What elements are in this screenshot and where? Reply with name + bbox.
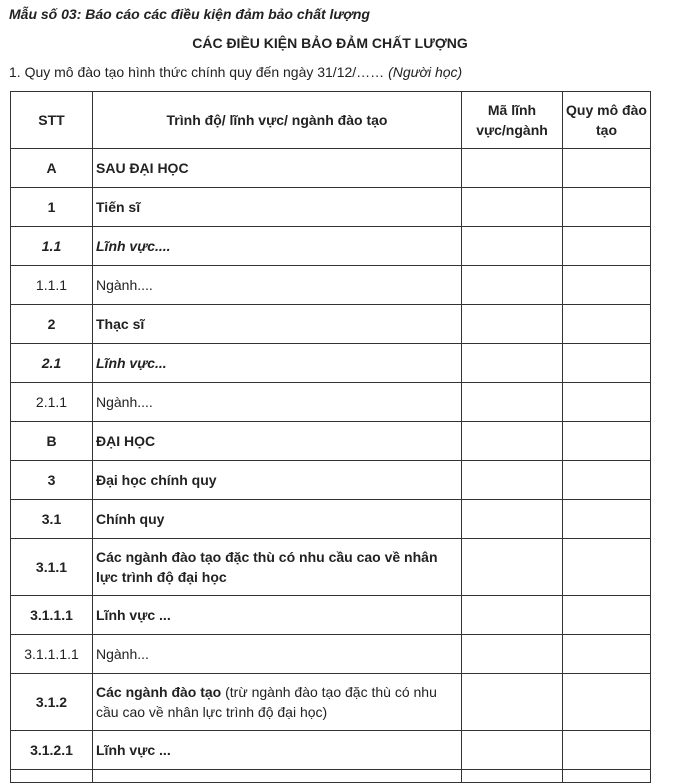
row-code-cell [462, 635, 563, 674]
form-title: Mẫu số 03: Báo cáo các điều kiện đảm bảo chất lượng [9, 6, 370, 22]
row-scale-cell [563, 188, 651, 227]
row-scale-cell [563, 422, 651, 461]
row-stt: A [11, 149, 93, 188]
row-name-cell [93, 674, 462, 731]
table-row [11, 596, 651, 635]
table-header-row [11, 92, 651, 149]
row-name: Ngành.... [96, 277, 153, 293]
row-name: Lĩnh vực ... [96, 607, 171, 623]
row-stt: 2 [11, 305, 93, 344]
empty-cell [11, 770, 93, 783]
row-code-cell [462, 674, 563, 731]
row-name: SAU ĐẠI HỌC [96, 160, 189, 176]
row-code-cell [462, 188, 563, 227]
column-header-level-field-major: Trình độ/ lĩnh vực/ ngành đào tạo [93, 92, 462, 149]
row-name-cell [93, 635, 462, 674]
table-row [11, 674, 651, 731]
empty-cell [93, 770, 462, 783]
row-code-cell [462, 149, 563, 188]
table-row [11, 383, 651, 422]
row-name-cell [93, 305, 462, 344]
row-code-cell [462, 383, 563, 422]
table-row [11, 635, 651, 674]
row-scale-cell [563, 461, 651, 500]
row-scale-cell [563, 731, 651, 770]
row-name-cell [93, 344, 462, 383]
table-row [11, 731, 651, 770]
row-stt: 1.1 [11, 227, 93, 266]
row-code-cell [462, 422, 563, 461]
row-name-cell [93, 383, 462, 422]
row-scale-cell [563, 227, 651, 266]
row-name-cell [93, 422, 462, 461]
document-heading: CÁC ĐIỀU KIỆN BẢO ĐẢM CHẤT LƯỢNG [192, 35, 468, 51]
row-name-cell [93, 731, 462, 770]
section-text: 1. Quy mô đào tạo hình thức chính quy đến ngày 31/12/…… [9, 64, 389, 80]
row-scale-cell [563, 674, 651, 731]
table-row [11, 188, 651, 227]
row-stt: 3.1.1 [11, 539, 93, 596]
row-scale-cell [563, 266, 651, 305]
table-row [11, 149, 651, 188]
row-code-cell [462, 227, 563, 266]
row-stt: 1.1.1 [11, 266, 93, 305]
row-name: Các ngành đào tạo [96, 684, 222, 700]
row-stt: 3.1.2.1 [11, 731, 93, 770]
row-code-cell [462, 500, 563, 539]
row-name: Lĩnh vực.... [96, 238, 171, 254]
row-name: Chính quy [96, 511, 165, 527]
empty-cell [563, 770, 651, 783]
row-stt: B [11, 422, 93, 461]
section-heading [9, 64, 462, 80]
row-stt: 3.1.2 [11, 674, 93, 731]
table-row-partial [11, 770, 651, 783]
row-name-cell [93, 596, 462, 635]
row-stt: 3.1.1.1.1 [11, 635, 93, 674]
row-name: Lĩnh vực... [96, 355, 167, 371]
table-row [11, 344, 651, 383]
row-stt: 3.1.1.1 [11, 596, 93, 635]
row-name-cell [93, 227, 462, 266]
table-row [11, 305, 651, 344]
column-header-stt: STT [11, 92, 93, 149]
row-name: Ngành.... [96, 394, 153, 410]
row-scale-cell [563, 305, 651, 344]
row-name: Tiến sĩ [96, 199, 141, 215]
row-scale-cell [563, 500, 651, 539]
row-stt: 2.1.1 [11, 383, 93, 422]
row-name-cell [93, 539, 462, 596]
row-name-note: (trừ ngành đào tạo đặc thù có nhu cầu cao về nhân lực trình độ đại học) [96, 684, 437, 720]
row-code-cell [462, 596, 563, 635]
row-name-cell [93, 149, 462, 188]
table-row [11, 500, 651, 539]
row-code-cell [462, 344, 563, 383]
table-row [11, 266, 651, 305]
row-name-cell [93, 461, 462, 500]
row-scale-cell [563, 344, 651, 383]
row-code-cell [462, 539, 563, 596]
row-name: Ngành... [96, 646, 149, 662]
table-row [11, 227, 651, 266]
table-row [11, 422, 651, 461]
row-name: Lĩnh vực ... [96, 742, 171, 758]
table-row [11, 461, 651, 500]
row-name: Thạc sĩ [96, 316, 145, 332]
row-code-cell [462, 731, 563, 770]
column-header-scale: Quy mô đào tạo [563, 92, 651, 149]
row-stt: 1 [11, 188, 93, 227]
row-code-cell [462, 266, 563, 305]
table-body [11, 149, 651, 783]
row-stt: 2.1 [11, 344, 93, 383]
row-name: ĐẠI HỌC [96, 433, 156, 449]
row-code-cell [462, 305, 563, 344]
row-stt: 3.1 [11, 500, 93, 539]
row-scale-cell [563, 149, 651, 188]
row-name: Đại học chính quy [96, 472, 217, 488]
row-name-cell [93, 500, 462, 539]
row-scale-cell [563, 539, 651, 596]
row-stt: 3 [11, 461, 93, 500]
row-code-cell [462, 461, 563, 500]
empty-cell [462, 770, 563, 783]
row-name-cell [93, 266, 462, 305]
training-scale-table [10, 91, 651, 783]
row-name-cell [93, 188, 462, 227]
column-header-code: Mã lĩnh vực/ngành [462, 92, 563, 149]
table-row [11, 539, 651, 596]
row-scale-cell [563, 635, 651, 674]
section-note: (Người học) [388, 64, 463, 80]
row-scale-cell [563, 596, 651, 635]
row-scale-cell [563, 383, 651, 422]
row-name: Các ngành đào tạo đặc thù có nhu cầu cao về nhân lực trình độ đại học [96, 549, 438, 585]
